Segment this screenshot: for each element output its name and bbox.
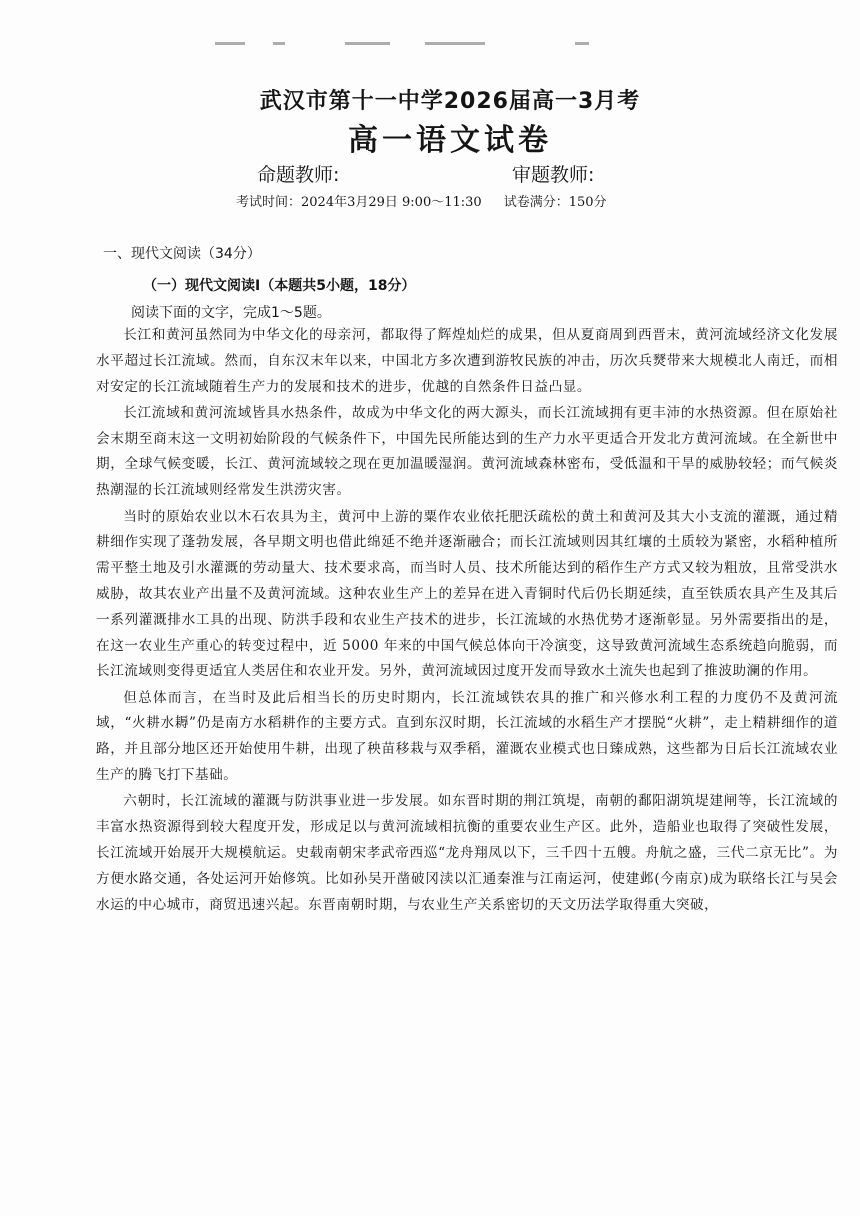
full-score: 试卷满分：150分 [503,195,607,210]
setter-label: 命题教师: [257,164,340,186]
sub-section-heading: （一）现代文阅读Ⅰ（本题共5小题，18分） [143,278,416,294]
passage-paragraph-1: 长江和黄河虽然同为中华文化的母亲河，都取得了辉煌灿烂的成果，但从夏商周到西晋末，黄河流域经济文化发展水平超过长江流域。然而，自东汉末年以来，中国北方多次遭到游牧民族的冲击，历次兵燹带来大规模北人南迁，而相对安定的长江流域随着生产力的发展和技术的进步，优越的自然条件日益凸显。 [96,327,838,395]
paper-title: 高一语文试卷 [348,123,552,158]
passage-paragraph-4: 但总体而言，在当时及此后相当长的历史时期内，长江流域铁农具的推广和兴修水利工程的力度仍不及黄河流域，“火耕水耨”仍是南方水稻耕作的主要方式。直到东汉时期，长江流域的水稻生产才摆脱“火耕”，走上精耕细作的道路，并且部分地区还开始使用牛耕，出现了秧苗移栽与双季稻，灌溉农业模式也日臻成熟，这些都为日后长江流域农业生产的腾飞打下基础。 [96,689,838,784]
passage-paragraph-5: 六朝时，长江流域的灌溉与防洪事业进一步发展。如东晋时期的荆江筑堤，南朝的鄱阳湖筑堤建闸等，长江流域的丰富水热资源得到较大程度开发，形成足以与黄河流域相抗衡的重要农业生产区。此外，造船业也取得了突破性发展，长江流域开始展开大规模航运。史载南朝宋孝武帝西巡“龙舟翔凤以下，三千四十五艘。舟航之盛，三代二京无比”。为方便水路交通，各处运河开始修筑。比如孙吴开凿破冈渎以汇通秦淮与江南运河，使建邺(今南京)成为联络长江与吴会水运的中心城市，商贸迅速兴起。东晋南朝时期，与农业生产关系密切的天文历法学取得重大突破， [96,793,838,913]
school-title: 武汉市第十一中学2026届高一3月考 [259,89,641,114]
reading-instruction: 阅读下面的文字，完成1～5题。 [131,305,331,321]
reading-passage [96,323,838,919]
passage-paragraph-2: 长江流域和黄河流域皆具水热条件，故成为中华文化的两大源头，而长江流域拥有更丰沛的水热资源。但在原始社会末期至商末这一文明初始阶段的气候条件下，中国先民所能达到的生产力水平更适合开发北方黄河流域。在全新世中期，全球气候变暖，长江、黄河流域较之现在更加温暖湿润。黄河流域森林密布，受低温和干旱的威胁较轻；而气候炎热潮湿的长江流域则经常发生洪涝灾害。 [96,404,838,499]
reviewer-label: 审题教师: [512,164,595,186]
scan-artifact-marks [215,42,595,48]
section-heading: 一、现代文阅读（34分） [103,246,261,262]
exam-info-line [236,191,607,210]
exam-time: 考试时间：2024年3月29日 9:00～11:30 [236,195,482,210]
passage-paragraph-3: 当时的原始农业以木石农具为主，黄河中上游的粟作农业依托肥沃疏松的黄土和黄河及其大小支流的灌溉，通过精耕细作实现了蓬勃发展，各早期文明也借此绵延不绝并逐渐融合；而长江流域则因其红壤的土质较为紧密，水稻种植所需平整土地及引水灌溉的劳动量大、技术要求高，而当时人员、技术所能达到的稻作生产方式又较为粗放，且常受洪水威胁，故其农业产出量不及黄河流域。这种农业生产上的差异在进入青铜时代后仍长期延续，直至铁质农具产生及其后一系列灌溉排水工具的出现、防洪手段和农业生产技术的进步，长江流域的水热优势才逐渐彰显。另外需要指出的是，在这一农业生产重心的转变过程中，近 5000 年来的中国气候总体向干冷演变，这导致黄河流域生态系统趋向脆弱，而长江流域则变得更适宜人类居住和农业开发。另外，黄河流域因过度开发而导致水土流失也起到了推波助澜的作用。 [96,508,838,680]
